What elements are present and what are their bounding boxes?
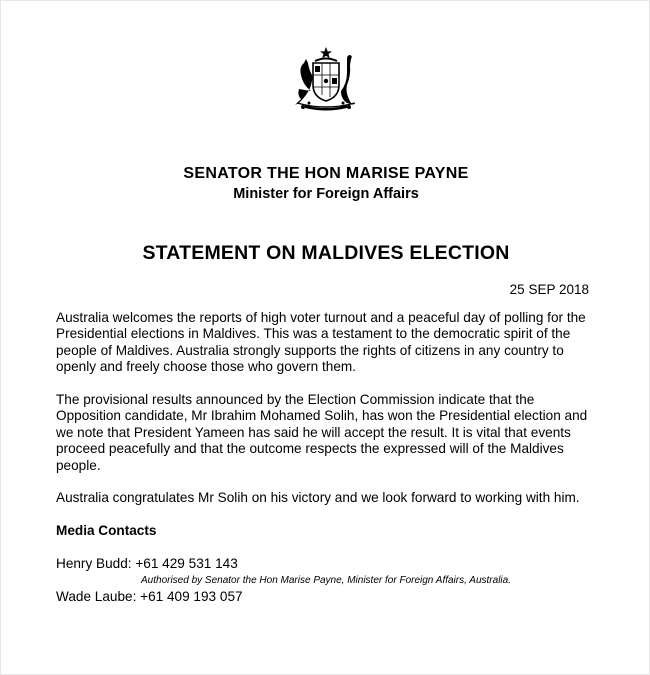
- contact-line: Wade Laube: +61 409 193 057: [56, 588, 243, 604]
- paragraph: Australia congratulates Mr Solih on his victory and we look forward to working with him.: [56, 490, 580, 506]
- statement-date: 25 SEP 2018: [509, 282, 589, 297]
- contact-line: Henry Budd: +61 429 531 143: [56, 556, 238, 572]
- minister-role: Minister for Foreign Affairs: [233, 186, 419, 202]
- media-contacts-heading: Media Contacts: [56, 523, 157, 539]
- senator-name: SENATOR THE HON MARISE PAYNE: [183, 165, 469, 182]
- paragraph: Australia welcomes the reports of high voter turnout and a peaceful day of polling for the Presidential elections in Maldives. This was a testament to the democratic spirit of the people of Maldives. Australia strongly supports the rights of citizens in any country to openly and freely choose those who govern them.: [56, 310, 586, 375]
- statement-title: STATEMENT ON MALDIVES ELECTION: [142, 242, 510, 264]
- authorisation-footer: Authorised by Senator the Hon Marise Payne, Minister for Foreign Affairs, Australia.: [141, 575, 511, 586]
- paragraph: The provisional results announced by the Election Commission indicate that the Opposition candidate, Mr Ibrahim Mohamed Solih, has won the Presidential election and we note that President Yameen has said he will accept the result. It is vital that events proceed peacefully and that the outcome respects the expressed will of the Maldives people.: [56, 392, 588, 473]
- coat-of-arms-icon: [275, 45, 377, 113]
- media-contacts: [56, 523, 601, 605]
